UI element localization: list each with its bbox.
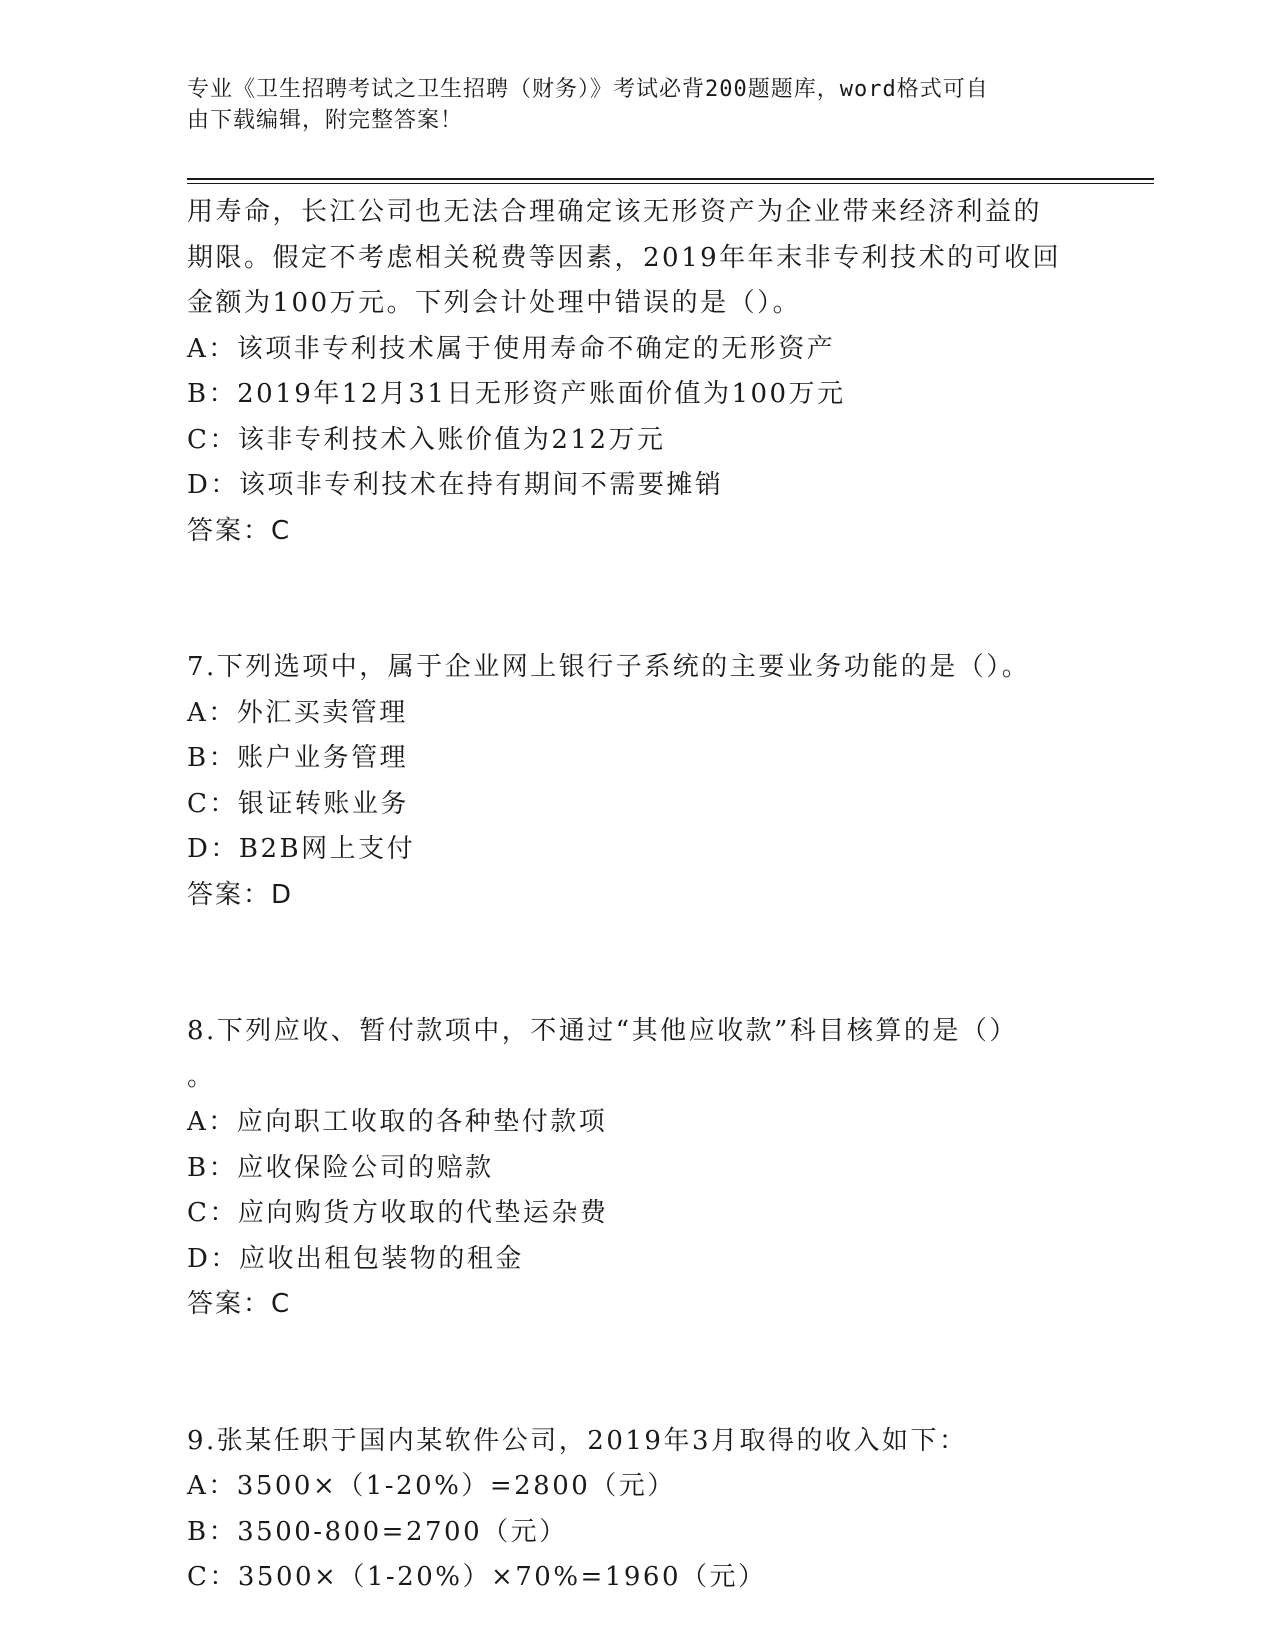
- question-6-option-a: A：该项非专利技术属于使用寿命不确定的无形资产: [187, 333, 836, 364]
- spacer: [187, 554, 1067, 645]
- question-9-option-b: B：3500-800=2700（元）: [187, 1516, 568, 1547]
- question-7-option-b: B：账户业务管理: [187, 743, 409, 773]
- question-8-option-b: B：应收保险公司的赔款: [187, 1152, 494, 1183]
- document-header: [187, 74, 1067, 136]
- question-9-option-c: C：3500×（1-20%）×70%=1960（元）: [187, 1562, 767, 1592]
- question-content: [187, 190, 1067, 1601]
- header-divider-thin: [187, 183, 1154, 184]
- spacer: [187, 918, 1067, 1009]
- question-9: [187, 1419, 1067, 1601]
- header-title-line-2: 由下载编辑，附完整答案！: [187, 108, 464, 133]
- question-8-stem: 8.下列应收、暂付款项中，不通过“其他应收款”科目核算的是（）: [187, 1016, 1018, 1046]
- question-6-option-c: C：该非专利技术入账价值为212万元: [187, 424, 666, 455]
- question-8-option-c: C：应向购货方收取的代垫运杂费: [187, 1198, 609, 1228]
- question-6-answer: 答案：C: [187, 515, 292, 546]
- question-6: [187, 190, 1067, 554]
- question-6-stem-line-3: 金额为100万元。下列会计处理中错误的是（）。: [187, 288, 802, 318]
- header-divider-thick: [187, 178, 1154, 180]
- question-6-stem-line-2: 期限。假定不考虑相关税费等因素，2019年年末非专利技术的可收回: [187, 242, 1062, 273]
- question-7-stem: 7.下列选项中，属于企业网上银行子系统的主要业务功能的是（）。: [187, 652, 1031, 682]
- question-8-option-d: D：应收出租包装物的租金: [187, 1243, 524, 1274]
- question-9-stem: 9.张某任职于国内某软件公司，2019年3月取得的收入如下：: [187, 1425, 968, 1456]
- question-9-option-a: A：3500×（1-20%）=2800（元）: [187, 1471, 676, 1501]
- question-7-answer: 答案：D: [187, 879, 294, 910]
- spacer: [187, 1328, 1067, 1419]
- question-7-option-a: A：外汇买卖管理: [187, 697, 408, 728]
- question-6-stem-line-1: 用寿命，长江公司也无法合理确定该无形资产为企业带来经济利益的: [187, 197, 1043, 227]
- question-6-option-d: D：该项非专利技术在持有期间不需要摊销: [187, 470, 724, 500]
- header-title-line-1: 专业《卫生招聘考试之卫生招聘（财务）》考试必背200题题库，word格式可自: [187, 77, 989, 102]
- question-7-option-d: D：B2B网上支付: [187, 834, 416, 864]
- question-7-option-c: C：银证转账业务: [187, 788, 409, 819]
- question-8: [187, 1009, 1067, 1328]
- question-8-stem-continuation: 。: [187, 1061, 216, 1092]
- question-8-option-a: A：应向职工收取的各种垫付款项: [187, 1107, 608, 1137]
- question-7: [187, 645, 1067, 918]
- question-8-answer: 答案：C: [187, 1289, 292, 1319]
- question-6-option-b: B：2019年12月31日无形资产账面价值为100万元: [187, 379, 846, 409]
